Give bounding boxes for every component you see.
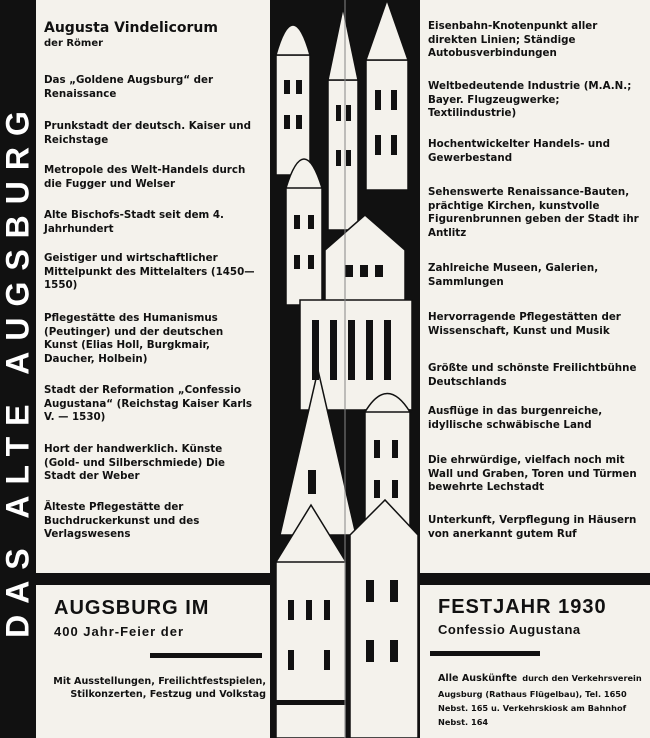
information-block [438, 670, 646, 729]
left-item: Das „Goldene Augsburg“ der Renaissance [44, 74, 214, 100]
vertical-title: DAS ALTE AUGSBURG [0, 100, 36, 638]
festival-subtitle-right: Confessio Augustana [438, 622, 581, 637]
right-item: Hochentwickelter Handels- und Gewerbestand [428, 138, 610, 164]
left-item: Pflegestätte des Humanismus (Peutinger) und der deutschen Kunst (Elias Holl, Burgkmair, Daucher, Holbein) [44, 312, 224, 365]
rule-left [150, 653, 262, 658]
right-item: Ausflüge in das burgenreiche, idyllische schwäbische Land [428, 405, 603, 431]
divider-bar-right [420, 573, 650, 585]
festival-title-left: AUGSBURG IM [54, 597, 210, 619]
divider-bar-left [36, 573, 270, 585]
left-item [44, 22, 264, 50]
left-item: Älteste Pflegestätte der Buchdruckerkunst und des Verlagswesens [44, 501, 200, 541]
vertical-title-bar [0, 0, 36, 738]
left-item-heading: Augusta Vindelicorum [44, 20, 218, 36]
information-details: durch den Verkehrsverein Augsburg (Rathaus Flügelbau), Tel. 1650 Nebst. 165 u. Verkehrskiosk am Bahnhof Nebst. 164 [438, 673, 642, 728]
left-item: Hort der handwerklich. Künste (Gold- und Silberschmiede) Die Stadt der Weber [44, 443, 226, 483]
left-item: Alte Bischofs-Stadt seit dem 4. Jahrhundert [44, 209, 224, 235]
festival-subtitle-left: 400 Jahr-Feier der [54, 624, 185, 639]
left-item: Prunkstadt der deutsch. Kaiser und Reichstage [44, 120, 251, 146]
information-lead: Alle Auskünfte [438, 673, 518, 684]
right-item: Sehenswerte Renaissance-Bauten, prächtige Kirchen, kunstvolle Figurenbrunnen geben der Stadt ihr Antlitz [428, 186, 639, 239]
left-item: Metropole des Welt-Handels durch die Fugger und Welser [44, 164, 246, 190]
left-item-sub: der Römer [44, 37, 104, 49]
right-item: Zahlreiche Museen, Galerien, Sammlungen [428, 262, 599, 288]
right-item: Unterkunft, Verpflegung in Häusern von anerkannt gutem Ruf [428, 514, 637, 540]
rule-right [430, 651, 540, 656]
right-item: Die ehrwürdige, vielfach noch mit Wall und Graben, Toren und Türmen bewehrte Lechstadt [428, 454, 637, 494]
left-item: Stadt der Reformation „Confessio Augustana“ (Reichstag Kaiser Karls V. — 1530) [44, 384, 253, 424]
right-item: Größte und schönste Freilichtbühne Deutschlands [428, 362, 637, 388]
festival-title-right: FESTJAHR 1930 [438, 596, 607, 618]
right-item: Weltbedeutende Industrie (M.A.N.; Bayer. Flugzeugwerke; Textilindustrie) [428, 80, 632, 120]
right-item: Eisenbahn-Knotenpunkt aller direkten Linien; Ständige Autobusverbindungen [428, 20, 598, 60]
left-item: Geistiger und wirtschaftlicher Mittelpunkt des Mittelalters (1450—1550) [44, 252, 255, 292]
right-item: Hervorragende Pflegestätten der Wissenschaft, Kunst und Musik [428, 311, 621, 337]
festival-description: Mit Ausstellungen, Freilichtfestspielen, Stilkonzerten, Festzug und Volkstag [53, 676, 266, 700]
city-skyline-illustration [270, 0, 420, 738]
